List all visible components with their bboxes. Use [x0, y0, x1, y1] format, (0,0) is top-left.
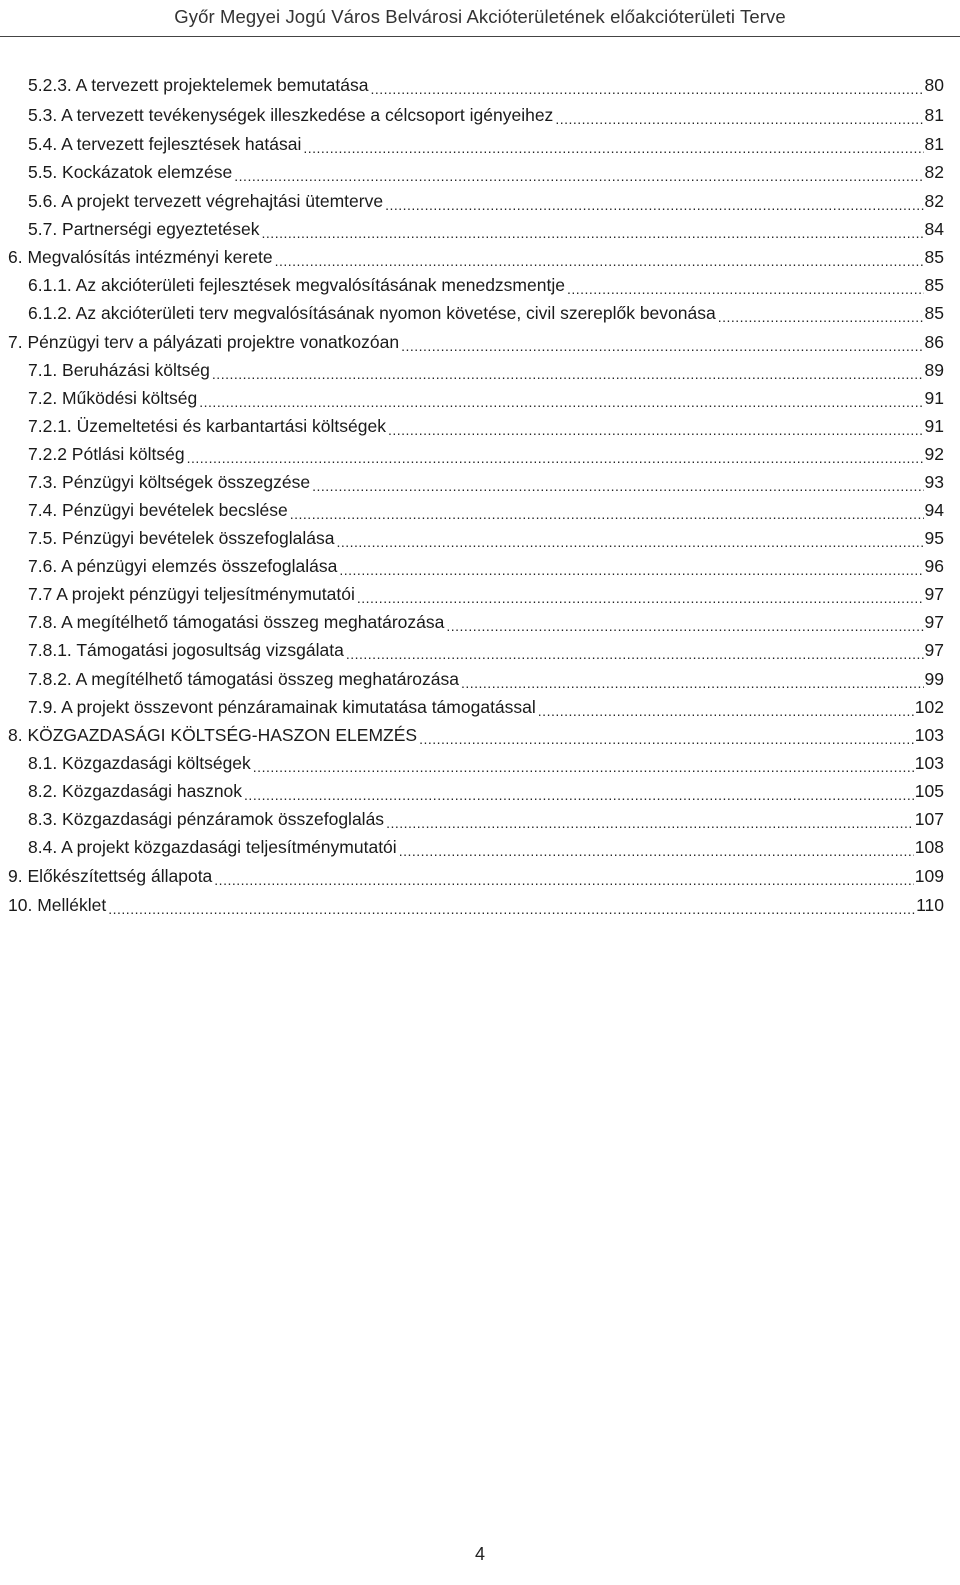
toc-entry-title: 7.2.2 Pótlási költség — [28, 444, 185, 464]
toc-entry-title: 7.8.2. A megítélhető támogatási összeg meghatározása — [28, 669, 459, 689]
toc-entry[interactable] — [8, 242, 944, 268]
toc-leader-dots — [461, 670, 924, 690]
toc-entry-title: 6. Megvalósítás intézményi kerete — [8, 247, 273, 267]
toc-entry[interactable] — [28, 214, 944, 240]
toc-leader-dots — [567, 276, 924, 296]
toc-entry-page: 89 — [924, 360, 944, 380]
toc-entry[interactable] — [28, 298, 944, 324]
toc-entry-title: 7.1. Beruházási költség — [28, 360, 210, 380]
toc-entry-page: 95 — [924, 528, 944, 548]
toc-entry[interactable] — [28, 804, 944, 830]
toc-entry-title: 7.8.1. Támogatási jogosultság vizsgálata — [28, 640, 344, 660]
toc-entry[interactable] — [28, 832, 944, 858]
toc-entry-title: 7. Pénzügyi terv a pályázati projektre vonatkozóan — [8, 332, 400, 352]
toc-entry[interactable] — [28, 748, 944, 774]
toc-leader-dots — [336, 529, 923, 549]
toc-entry-title: 7.3. Pénzügyi költségek összegzése — [28, 472, 311, 492]
toc-entry[interactable] — [28, 776, 944, 802]
toc-entry-page: 82 — [924, 191, 944, 211]
toc-entry-title: 8.3. Közgazdasági pénzáramok összefoglalás — [28, 809, 385, 829]
toc-entry-page: 80 — [924, 75, 944, 95]
toc-entry-page: 110 — [916, 895, 944, 915]
toc-leader-dots — [262, 220, 924, 240]
toc-entry-title: 9. Előkészítettség állapota — [8, 866, 213, 886]
toc-leader-dots — [312, 473, 923, 493]
toc-leader-dots — [399, 838, 914, 858]
page-header — [0, 0, 960, 37]
toc-entry[interactable] — [28, 270, 944, 296]
toc-leader-dots — [538, 698, 914, 718]
toc-entry[interactable] — [28, 129, 944, 155]
toc-entry-title: 8.4. A projekt közgazdasági teljesítménymutatói — [28, 837, 397, 857]
toc-leader-dots — [401, 333, 923, 353]
toc-leader-dots — [385, 192, 923, 212]
toc-leader-dots — [303, 135, 923, 155]
toc-entry[interactable] — [8, 327, 944, 353]
toc-leader-dots — [370, 76, 923, 96]
toc-leader-dots — [446, 613, 923, 633]
toc-leader-dots — [339, 557, 923, 577]
toc-entry-page: 91 — [924, 416, 944, 436]
toc-entry-page: 103 — [914, 725, 944, 745]
toc-entry-page: 96 — [924, 556, 944, 576]
document-title: Győr Megyei Jogú Város Belvárosi Akcióterületének előakcióterületi Terve — [174, 6, 786, 27]
toc-entry-title: 6.1.1. Az akcióterületi fejlesztések megvalósításának menedzsmentje — [28, 275, 565, 295]
toc-entry-title: 5.4. A tervezett fejlesztések hatásai — [28, 134, 302, 154]
toc-entry-page: 107 — [914, 809, 944, 829]
toc-entry-page: 91 — [924, 388, 944, 408]
toc-leader-dots — [555, 106, 923, 126]
toc-entry-title: 7.9. A projekt összevont pénzáramainak kimutatása támogatással — [28, 697, 536, 717]
toc-entry-page: 85 — [924, 247, 944, 267]
toc-leader-dots — [108, 896, 915, 916]
toc-entry[interactable] — [28, 664, 944, 690]
toc-entry-title: 10. Melléklet — [8, 895, 107, 915]
toc-leader-dots — [275, 248, 924, 268]
toc-leader-dots — [214, 867, 914, 887]
toc-entry-page: 81 — [924, 134, 944, 154]
toc-leader-dots — [346, 641, 924, 661]
toc-entry[interactable] — [8, 861, 944, 887]
toc-entry-title: 8.1. Közgazdasági költségek — [28, 753, 251, 773]
toc-entry-title: 6.1.2. Az akcióterületi terv megvalósításának nyomon követése, civil szereplők bevonása — [28, 303, 716, 323]
toc-entry[interactable] — [8, 720, 944, 746]
toc-entry-title: 7.5. Pénzügyi bevételek összefoglalása — [28, 528, 335, 548]
toc-entry-page: 84 — [924, 219, 944, 239]
toc-entry-title: 8. KÖZGAZDASÁGI KÖLTSÉG-HASZON ELEMZÉS — [8, 725, 418, 745]
toc-entry-page: 109 — [914, 866, 944, 886]
toc-entry[interactable] — [28, 607, 944, 633]
toc-entry-page: 99 — [924, 669, 944, 689]
toc-entry[interactable] — [28, 411, 944, 437]
toc-entry[interactable] — [28, 579, 944, 605]
toc-entry[interactable] — [28, 692, 944, 718]
toc-entry-page: 92 — [924, 444, 944, 464]
toc-entry[interactable] — [28, 355, 944, 381]
toc-entry[interactable] — [28, 100, 944, 126]
toc-entry[interactable] — [28, 70, 944, 96]
toc-leader-dots — [290, 501, 924, 521]
toc-entry[interactable] — [28, 551, 944, 577]
page-number: 4 — [474, 1544, 485, 1564]
toc-entry[interactable] — [28, 439, 944, 465]
toc-entry-page: 102 — [914, 697, 944, 717]
toc-entry-page: 94 — [924, 500, 944, 520]
toc-entry-page: 103 — [914, 753, 944, 773]
toc-entry-page: 82 — [924, 162, 944, 182]
toc-entry[interactable] — [28, 157, 944, 183]
toc-entry-title: 5.3. A tervezett tevékenységek illeszkedése a célcsoport igényeihez — [28, 105, 554, 125]
toc-leader-dots — [386, 810, 914, 830]
toc-leader-dots — [253, 754, 914, 774]
toc-leader-dots — [212, 361, 924, 381]
toc-entry-title: 5.2.3. A tervezett projektelemek bemutatása — [28, 75, 369, 95]
toc-entry[interactable] — [28, 383, 944, 409]
toc-entry-page: 97 — [924, 612, 944, 632]
toc-entry-title: 7.4. Pénzügyi bevételek becslése — [28, 500, 288, 520]
toc-entry[interactable] — [28, 467, 944, 493]
toc-entry-page: 97 — [924, 640, 944, 660]
toc-entry-title: 7.8. A megítélhető támogatási összeg meghatározása — [28, 612, 445, 632]
toc-leader-dots — [388, 417, 924, 437]
toc-entry-page: 97 — [924, 584, 944, 604]
toc-entry[interactable] — [28, 186, 944, 212]
toc-entry[interactable] — [8, 890, 944, 916]
toc-entry-title: 8.2. Közgazdasági hasznok — [28, 781, 243, 801]
toc-entry-page: 85 — [924, 303, 944, 323]
toc-entry[interactable] — [28, 495, 944, 521]
toc-entry[interactable] — [28, 635, 944, 661]
toc-entry-title: 7.7 A projekt pénzügyi teljesítménymutatói — [28, 584, 355, 604]
toc-entry[interactable] — [28, 523, 944, 549]
toc-leader-dots — [718, 304, 924, 324]
toc-entry-title: 7.6. A pénzügyi elemzés összefoglalása — [28, 556, 338, 576]
toc-entry-page: 85 — [924, 275, 944, 295]
toc-entry-title: 5.6. A projekt tervezett végrehajtási ütemterve — [28, 191, 384, 211]
toc-entry-page: 93 — [924, 472, 944, 492]
toc-leader-dots — [234, 163, 923, 183]
toc-entry-title: 7.2.1. Üzemeltetési és karbantartási költségek — [28, 416, 386, 436]
toc-entry-page: 108 — [914, 837, 944, 857]
toc-leader-dots — [419, 726, 914, 746]
toc-entry-title: 5.7. Partnerségi egyeztetések — [28, 219, 260, 239]
toc-entry-title: 7.2. Működési költség — [28, 388, 198, 408]
toc-entry-page: 81 — [924, 105, 944, 125]
toc-entry-title: 5.5. Kockázatok elemzése — [28, 162, 233, 182]
toc-entry-page: 86 — [924, 332, 944, 352]
toc-leader-dots — [244, 782, 914, 802]
toc-leader-dots — [199, 389, 923, 409]
toc-leader-dots — [357, 585, 924, 605]
toc-entry-page: 105 — [914, 781, 944, 801]
toc-leader-dots — [187, 445, 924, 465]
